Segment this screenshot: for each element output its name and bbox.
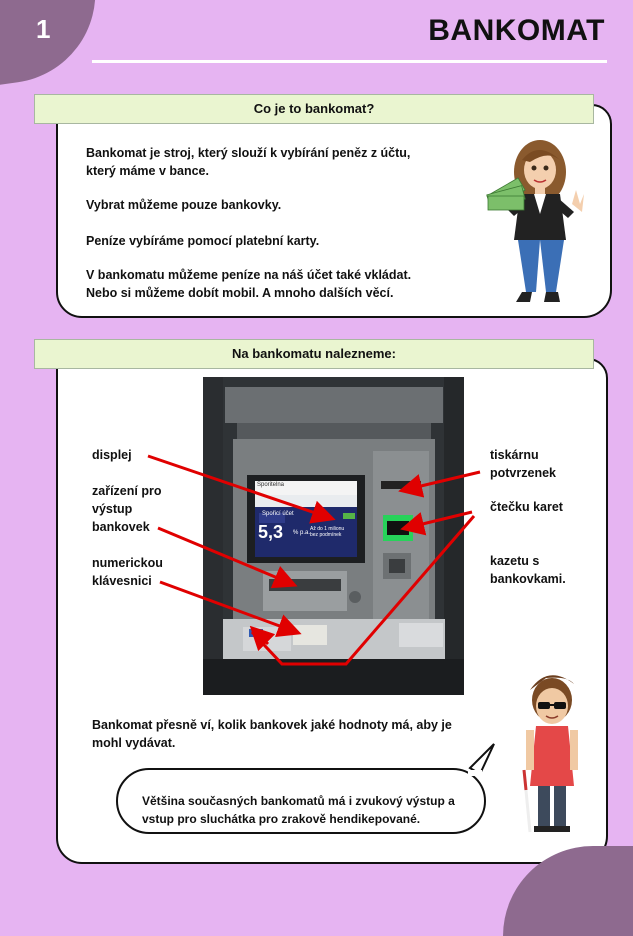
label-kazeta: kazetu s bankovkami. bbox=[490, 554, 566, 586]
atm-header: Na bankomatu nalezneme: bbox=[34, 339, 594, 369]
page-number: 1 bbox=[36, 14, 51, 44]
intro-paragraph-3: Peníze vybíráme pomocí platební karty. bbox=[86, 234, 320, 248]
intro-header: Co je to bankomat? bbox=[34, 94, 594, 124]
screen-rate-suffix: % p.a. bbox=[293, 530, 311, 536]
screen-tab: Spořicí účet bbox=[262, 511, 294, 517]
label-ctecka: čtečku karet bbox=[490, 500, 563, 514]
intro-paragraph-1: Bankomat je stroj, který slouží k vybírání peněz z účtu, který máme v bance. bbox=[86, 146, 411, 178]
intro-paragraph-2: Vybrat můžeme pouze bankovky. bbox=[86, 198, 282, 212]
label-numericka: numerickou klávesnici bbox=[92, 556, 163, 588]
intro-paragraph-4: V bankomatu můžeme peníze na náš účet také vkládat. bbox=[86, 268, 412, 282]
label-tiskarna: tiskárnu potvrzenek bbox=[490, 448, 556, 480]
label-displej: displej bbox=[92, 448, 132, 462]
atm-bottom-text: Bankomat přesně ví, kolik bankovek jaké hodnoty má, aby je mohl vydávat. bbox=[92, 718, 452, 750]
screen-rate: 5,3 bbox=[258, 522, 284, 542]
page-title: BANKOMAT bbox=[428, 14, 605, 47]
screen-note: Až do 1 milionu bez podmínek bbox=[310, 526, 345, 538]
speech-bubble-text: Většina současných bankomatů má i zvukový výstup a vstup pro sluchátka pro zrakově hendikepované. bbox=[142, 794, 455, 826]
label-zarizeni: zařízení pro výstup bankovek bbox=[92, 484, 162, 534]
screen-brand: Sporitelna bbox=[257, 482, 285, 488]
intro-paragraph-5: Nebo si můžeme dobít mobil. A mnoho dalších věcí. bbox=[86, 286, 394, 300]
